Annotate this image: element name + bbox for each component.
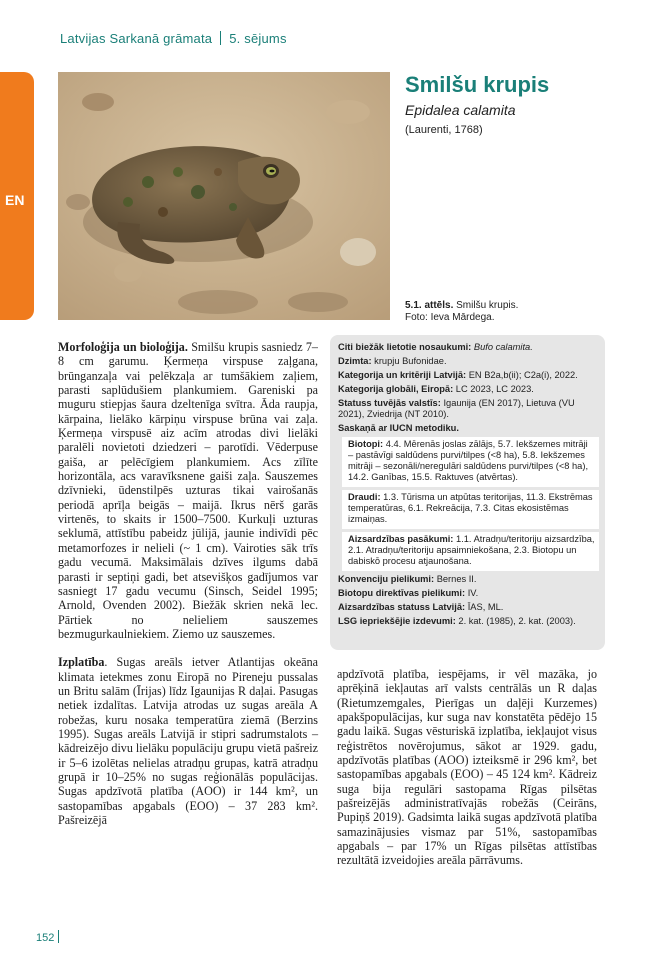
measures-details — [342, 532, 599, 571]
distribution-heading: Izplatība — [58, 655, 105, 670]
neighbor-status-label: Statuss tuvējās valstīs: — [338, 398, 441, 408]
toad-photo — [58, 72, 390, 320]
threats-details — [342, 490, 599, 529]
header-divider — [220, 31, 221, 45]
category-latvia-row — [338, 370, 599, 381]
measures-label: Aizsardzības pasākumi: — [348, 534, 454, 544]
category-latvia-label: Kategorija un kritēriji Latvijā: — [338, 370, 467, 380]
morphology-paragraph — [58, 340, 318, 641]
page-number — [36, 930, 59, 944]
category-global-row — [338, 384, 599, 395]
text-column-left — [58, 340, 318, 827]
family-value: krupju Bufonidae. — [374, 356, 447, 366]
toad-photo-image — [58, 72, 390, 320]
figure-caption — [405, 300, 518, 324]
protection-value: ĪAS, ML. — [467, 602, 504, 612]
morphology-heading: Morfoloģija un bioloģija. — [58, 340, 188, 354]
figure-number: 5.1. attēls. — [405, 300, 454, 311]
habitats-row — [348, 439, 595, 483]
morphology-text: Smilšu krupis sasniedz 7–8 cm garumu. Ķermeņa virspuse zaļgana, brūnganzaļa vai pelēkzaļa ar tumšākiem zaļiem, parasti saplūdušiem plankumiem. Gareniski pa muguru stiepjas šaura dzeltenīga svītra. Āda raupja, kārpaina, lielāko kārpiņu virspuse brūna vai zaļa. Ķermeņa virspusē aiz acīm atrodas divi lielāki paralēli novietoti dziedzeri – parotīdi. Vēderpuse gaiša, ar pelēcīgiem plankumiem. Acs zīlīte horizontāla, acs varavīksnene gaiši zaļa. Sauszemes dzīvnieki, ūdenstilpēs uzturas tikai vairošanās periodā aprīļa beigās – maijā. Ikrus nērš garās virtenēs, to skaits ir 1500–7500. Kurkuļi uzturas seklumā, attīstību pabeidz jūlijā, jaunie indivīdi pēc metamorfozes ir nelieli (~ 1 cm). Vairoties sāk trīs gadu vecumā. Maksimālais dzīves ilgums dabā parasti ir septiņi gadi, bet atsevišķos gadījumos var sasniegt 17 gadu vecumu (Sinsch, Seidel 1995; Arnold, Ovenden 2002). Biežāk skrien nekā lec. Pārtiek no nelieliem sauszemes bezmugurkaulniekiem. Ziemo uz sauszemes. — [58, 340, 318, 641]
species-latin-name: Epidalea calamita — [405, 102, 516, 118]
figure-caption-text: Smilšu krupis. — [456, 300, 519, 311]
category-tab-label: EN — [5, 192, 25, 208]
page-number-text: 152 — [36, 932, 55, 944]
previous-editions-label: LSG iepriekšējie izdevumi: — [338, 616, 456, 626]
distribution-continued-text: apdzīvotā platība, iespējams, ir vēl mazāka, jo aprēķinā iekļautas arī valsts centrālās un R daļas (Rietumzemgales, Pierīgas un daļēji Kurzemes) apakšpopulācijas, kur suga nav konstatēta pēdējo 15 gadu laikā. Sugas vēsturiskā izplatība, iekļaujot visus reģistrētos novērojumus, sākot ar 1929. gadu, apdzīvotās platības (AOO) izteiksmē ir 296 km², bet sastopamības apgabals (EOO) – 45 124 km². Kādreiz suga bija regulāri sastopama Rīgas pilsētas pašreizējās administratīvajās robežās (Ceirāns, Pupiņš 2019). Gadsimta laikā sugas apdzīvotā platība samazinājusies vismaz par 51%, sastopamības apgabals – par 17% un Rīgas pilsētas attīstības rezultātā izveidojies areāla pārrāvums. — [337, 667, 597, 868]
protection-label: Aizsardzības statuss Latvijā: — [338, 602, 466, 612]
conventions-row — [338, 574, 599, 585]
conventions-value: Bernes II. — [436, 574, 477, 584]
common-names-label: Citi biežāk lietotie nosaukumi: — [338, 342, 472, 352]
iucn-method-label: Saskaņā ar IUCN metodiku. — [338, 423, 459, 433]
threats-label: Draudi: — [348, 492, 381, 502]
directive-label: Biotopu direktīvas pielikumi: — [338, 588, 466, 598]
species-author: (Laurenti, 1768) — [405, 124, 483, 136]
directive-value: IV. — [467, 588, 479, 598]
previous-editions-row — [338, 616, 599, 627]
habitats-value: 4.4. Mērenās joslas zālājs, 5.7. Iekšzemes mitrāji – pastāvīgi saldūdens purvi/tilpes (<8 ha), 5.8. Iekšzemes mitrāji – sezonāli/neregulāri saldūdens purvi/tilpes (<8 ha), 14.2. Ganības, 15.5. Raktuves (atvērtas). — [348, 439, 589, 482]
distribution-paragraph — [58, 655, 318, 827]
conventions-label: Konvenciju pielikumi: — [338, 574, 435, 584]
category-global-label: Kategorija globāli, Eiropā: — [338, 384, 454, 394]
photo-credit: Foto: Ieva Mārdega. — [405, 312, 495, 323]
species-name: Smilšu krupis — [405, 72, 550, 97]
family-row — [338, 356, 599, 367]
measures-row — [348, 534, 595, 567]
threats-value: 1.3. Tūrisma un atpūtas teritorijas, 11.3. Ekstrēmas temperatūras, 6.1. Rekreācija, 7.3. Citas ekosistēmas izmaiņas. — [348, 492, 593, 524]
protection-row — [338, 602, 599, 613]
family-label: Dzimta: — [338, 356, 372, 366]
page-number-bar — [58, 930, 59, 943]
measures-value: 1.1. Atradņu/teritoriju aizsardzība, 2.1. Atradņu/teritoriju apsaimniekošana, 2.3. Biotopu un dabiskō procesu atjaunošana. — [348, 534, 595, 566]
volume-label: 5. sējums — [229, 31, 287, 46]
species-info-box — [330, 335, 605, 650]
book-title: Latvijas Sarkanā grāmata — [60, 31, 213, 46]
common-names-row — [338, 342, 599, 353]
neighbor-status-row — [338, 398, 599, 420]
common-names-value: Bufo calamita. — [473, 342, 533, 352]
text-column-right — [337, 667, 597, 868]
running-header — [60, 31, 287, 46]
previous-editions-value: 2. kat. (1985), 2. kat. (2003). — [458, 616, 576, 626]
neighbor-status-value: Igaunija (EN 2017), Lietuva (VU 2021), Zviedrija (NT 2010). — [338, 398, 575, 419]
category-global-value: LC 2023, LC 2023. — [455, 384, 534, 394]
iucn-details — [342, 437, 599, 487]
threats-row — [348, 492, 595, 525]
category-latvia-value: EN B2a,b(ii); C2a(i), 2022. — [468, 370, 578, 380]
habitats-label: Biotopi: — [348, 439, 384, 449]
category-tab — [0, 72, 34, 320]
distribution-text: . Sugas areāls ietver Atlantijas okeāna klimata ietekmes zonu Eiropā no Pireneju pussalas un Britu salām (Īrijas) līdz Igaunijas R daļai. Pasugas netiek izdalītas. Latvija atrodas uz sugas areāla A robežas, kuru nosaka temperatūra ziemā (Berzins 1995). Sugas areāls Latvijā ir stipri sadrumstalots – kādreizējo divu lielāku populāciju grupu vietā pašreiz ir 5–6 izolētas nelielas atradņu grupas, katrā atradņu grupā ir 10–25% no sugas reģionālās populācijas. Sugas apdzīvotā platība (AOO) ir 144 km², un sastopamības apgabals (EOO) – 37 283 km². Pašreizējā — [58, 655, 318, 827]
directive-row — [338, 588, 599, 599]
